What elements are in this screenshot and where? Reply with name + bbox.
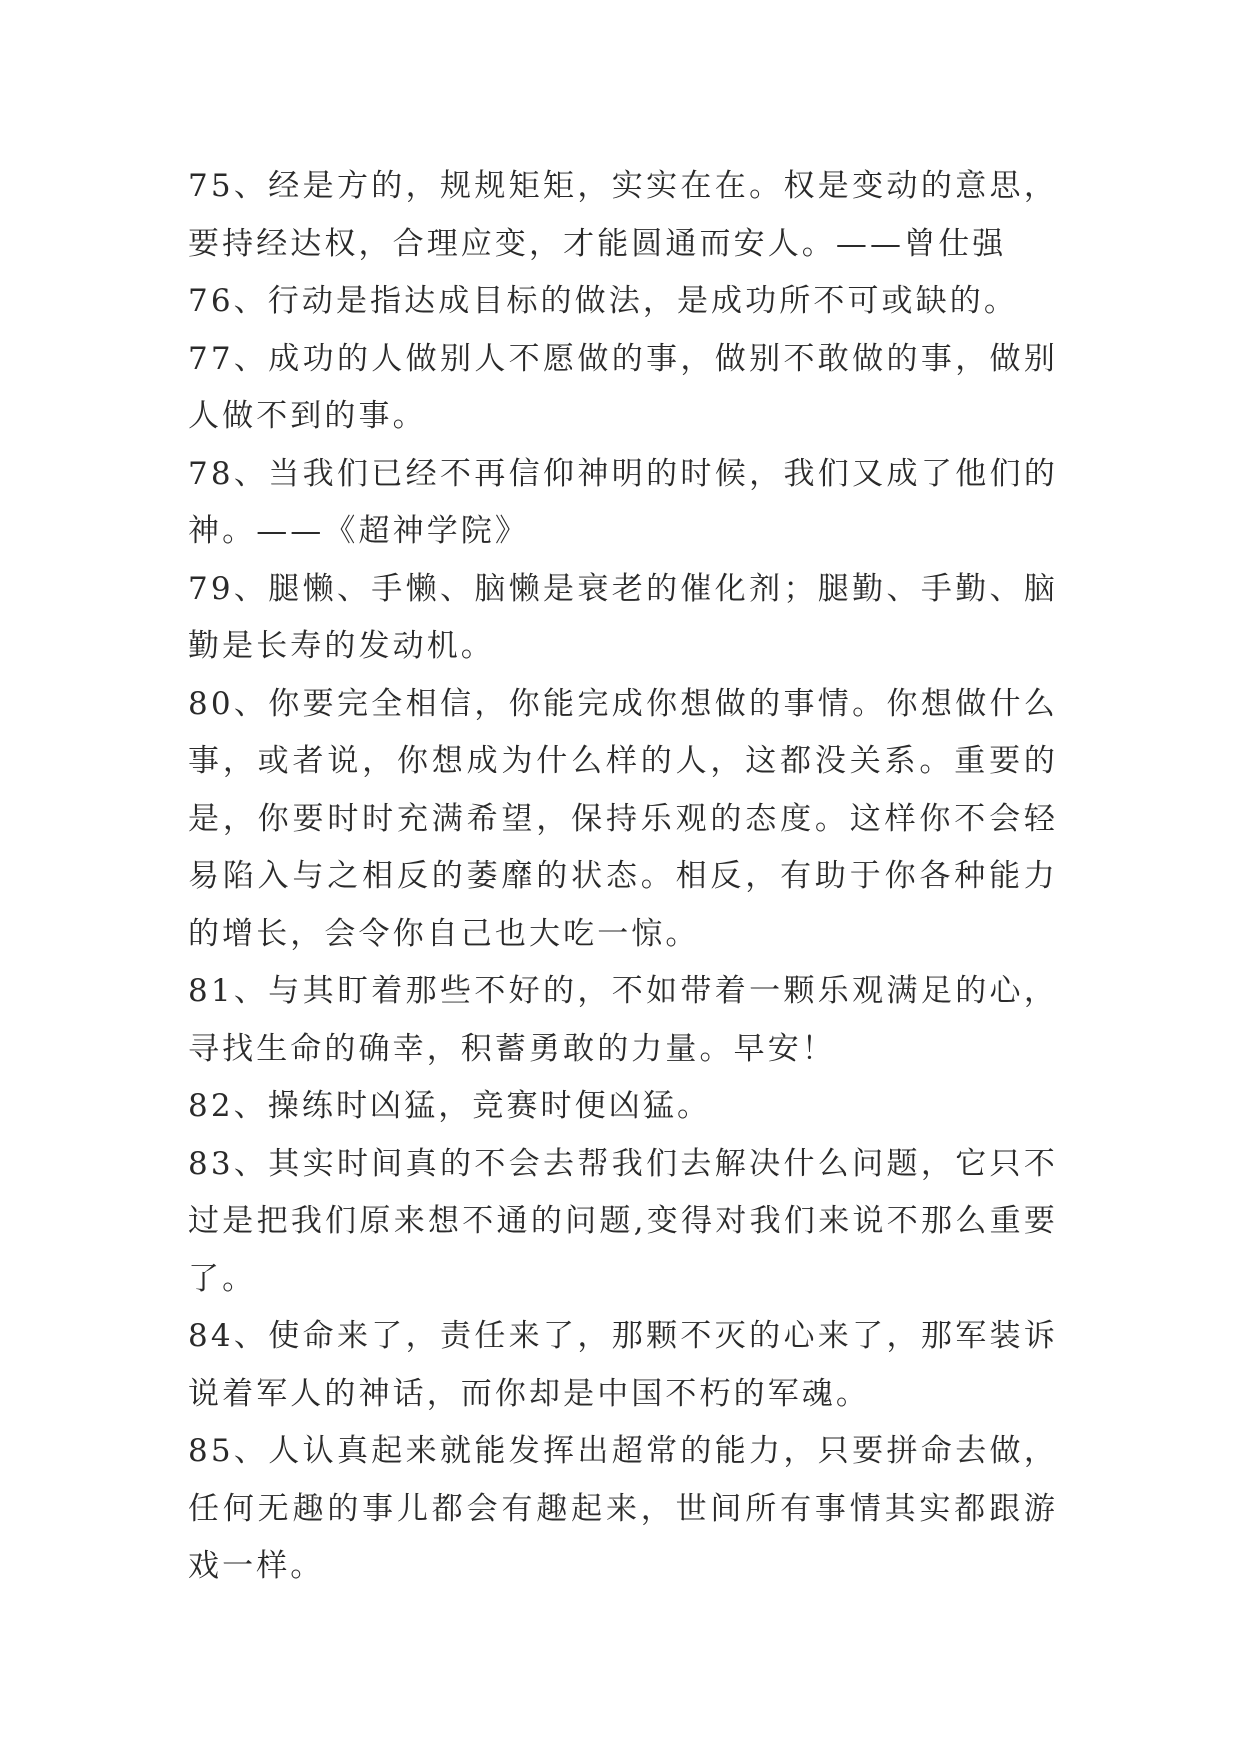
quote-paragraph-84: 84、使命来了，责任来了，那颗不灭的心来了，那军装诉说着军人的神话，而你却是中国不朽的军魂。 xyxy=(188,1318,1058,1412)
quote-paragraph-79: 79、腿懒、手懒、脑懒是衰老的催化剂；腿勤、手勤、脑勤是长寿的发动机。 xyxy=(188,570,1058,664)
quote-paragraph-81: 81、与其盯着那些不好的，不如带着一颗乐观满足的心，寻找生命的确幸，积蓄勇敢的力量。早安！ xyxy=(188,973,1058,1067)
quote-paragraph-76: 76、行动是指达成目标的做法，是成功所不可或缺的。 xyxy=(188,283,1018,319)
quote-paragraph-83: 83、其实时间真的不会去帮我们去解决什么问题，它只不过是把我们原来想不通的问题,变得对我们来说不那么重要了。 xyxy=(188,1145,1058,1297)
document-body xyxy=(188,158,1058,1596)
quote-paragraph-80: 80、你要完全相信，你能完成你想做的事情。你想做什么事，或者说，你想成为什么样的人，这都没关系。重要的是，你要时时充满希望，保持乐观的态度。这样你不会轻易陷入与之相反的萎靡的状态。相反，有助于你各种能力的增长，会令你自己也大吃一惊。 xyxy=(188,685,1058,952)
quote-paragraph-78: 78、当我们已经不再信仰神明的时候，我们又成了他们的神。——《超神学院》 xyxy=(188,455,1058,549)
quote-paragraph-85: 85、人认真起来就能发挥出超常的能力，只要拼命去做，任何无趣的事儿都会有趣起来，世间所有事情其实都跟游戏一样。 xyxy=(188,1433,1058,1584)
quote-paragraph-77: 77、成功的人做别人不愿做的事，做别不敢做的事，做别人做不到的事。 xyxy=(188,340,1058,434)
quote-paragraph-75: 75、经是方的，规规矩矩，实实在在。权是变动的意思，要持经达权，合理应变，才能圆通而安人。——曾仕强 xyxy=(188,168,1058,262)
quote-paragraph-82: 82、操练时凶猛，竞赛时便凶猛。 xyxy=(188,1088,712,1124)
